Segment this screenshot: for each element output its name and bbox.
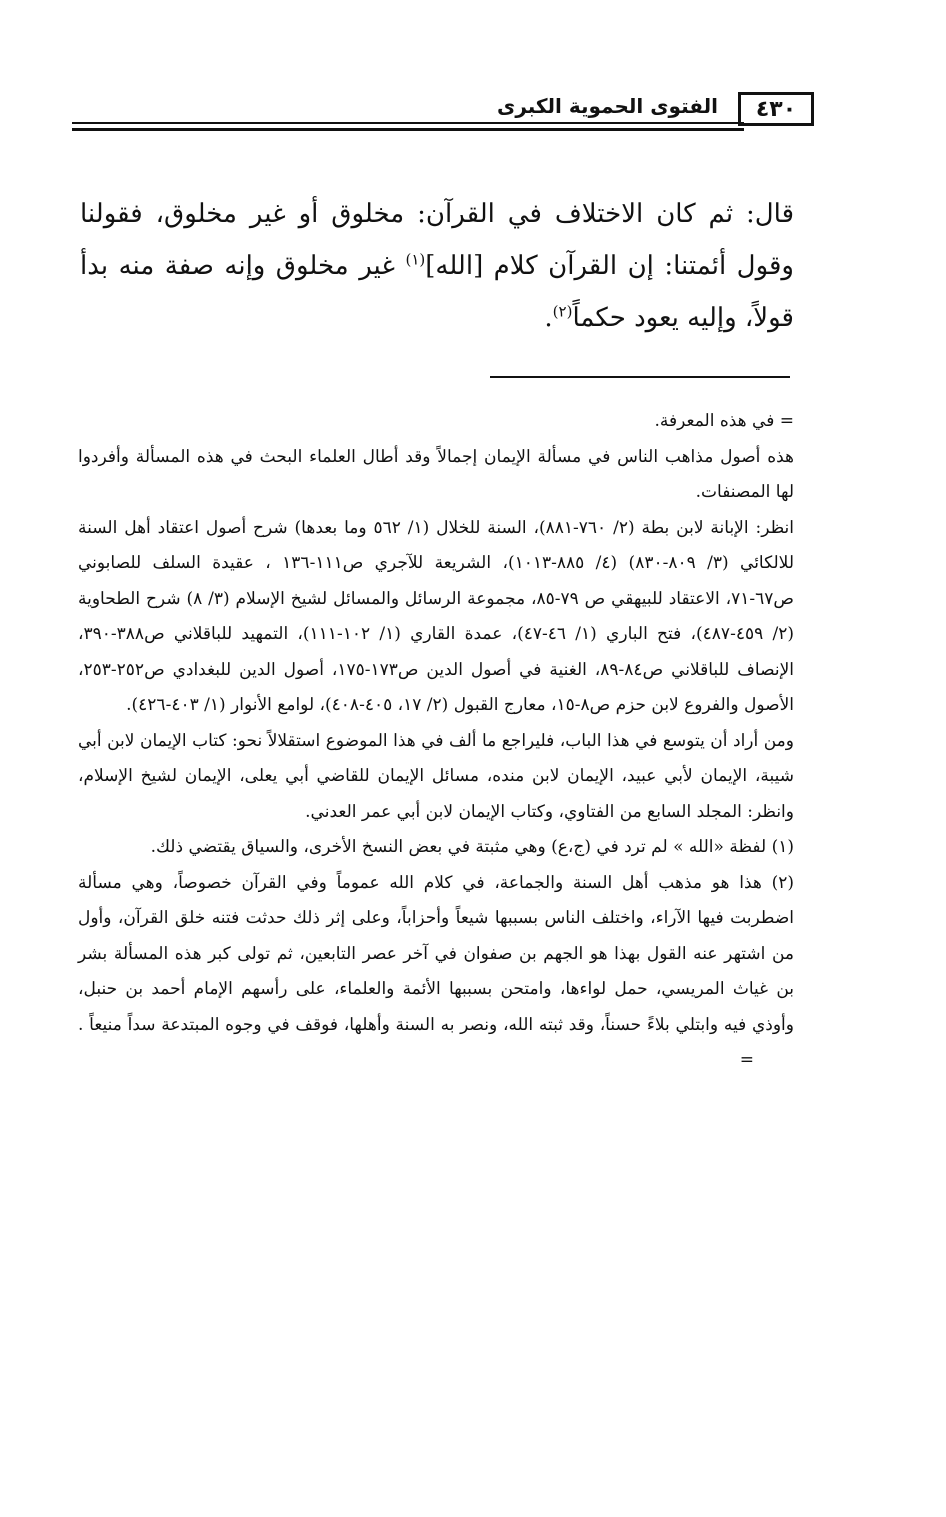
header-rule-thick: [72, 128, 744, 131]
note-paragraph-1: هذه أصول مذاهب الناس في مسألة الإيمان إجمالاً وقد أطال العلماء البحث في هذه المسألة وأفردوا لها المصنفات.: [78, 446, 794, 502]
page-header: [72, 92, 814, 132]
running-title: الفتوى الحموية الكبرى: [496, 94, 718, 118]
main-text-part-2: غير مخلوق وإنه صفة منه بدأ قولاً، وإليه يعود حكماً: [80, 251, 794, 333]
main-text-part-1: قال: ثم كان الاختلاف في القرآن: مخلوق أو غير مخلوق، فقولنا وقول أئمتنا: إن القرآن كلام [الله]: [80, 199, 794, 281]
footnote-separator: [490, 376, 790, 378]
footnote-2-text: (٢) هذا هو مذهب أهل السنة والجماعة، في كلام الله عموماً وفي القرآن خصوصاً، وهي مسألة اضطربت فيها الآراء، واختلف الناس بسببها شيعاً وأحزاباً، وعلى إثر ذلك حدثت فتنه خلق القرآن، وأول من اشتهر عنه القول بهذا هو الجهم بن صفوان في آخر عصر التابعين، ثم تولى كبر هذه المسألة بشر بن غياث المريسي، حمل لواءها، وامتحن بسببها الأئمة والعلماء، على رأسهم الإمام أحمد بن حنبل، وأوذي فيه وابتلي بلاءً حسناً، وقد ثبته الله، ونصر به السنة وأهلها، فوقف في وجوه المبتدعة سداً منيعاً .: [78, 872, 794, 1035]
main-paragraph: [80, 188, 794, 344]
note-continuation: = في هذه المعرفة.: [654, 411, 794, 431]
footnote-ref-2[interactable]: (٢): [552, 302, 573, 321]
footnote-1: (١) لفظة «الله » لم ترد في (ج،ع) وهي مثبتة في بعض النسخ الأخرى، والسياق يقتضي ذلك.: [150, 837, 794, 857]
note-paragraph-3: ومن أراد أن يتوسع في هذا الباب، فليراجع ما ألف في هذا الموضوع استقلالاً نحو: كتاب الإيمان لابن أبي شيبة، الإيمان لأبي عبيد، الإيمان لابن منده، مسائل الإيمان للقاضي أبي يعلى، الإيمان لشيخ الإسلام، وانظر: المجلد السابع من الفتاوي، وكتاب الإيمان لابن أبي عمر العدني.: [78, 730, 794, 822]
note-paragraph-references: انظر: الإبانة لابن بطة (٢/ ٧٦٠-٨٨١)، السنة للخلال (١/ ٥٦٢ وما بعدها) شرح أصول اعتقاد أهل السنة للالكائي (٣/ ٨٠٩-٨٣٠) (٤/ ٨٨٥-١٠١٣)، الشريعة للآجري ص١١١-١٣٦ ، عقيدة السلف للصابوني ص٦٧-٧١، الاعتقاد للبيهقي ص ٧٩-٨٥، مجموعة الرسائل والمسائل لشيخ الإسلام (٣/ ٨) شرح الطحاوية (٢/ ٤٥٩-٤٨٧)، فتح الباري (١/ ٤٦-٤٧)، عمدة القاري (١/ ١٠٢-١١١)، التمهيد للباقلاني ص٣٨٨-٣٩٠، الإنصاف للباقلاني ص٨٤-٨٩، الغنية في أصول الدين ص١٧٣-١٧٥، أصول الدين للبغدادي ص٢٥٢-٢٥٣، الأصول والفروع لابن حزم ص٨-١٥، معارج القبول (٢/ ١٧، ٤٠٥-٤٠٨)، لوامع الأنوار (١/ ٤٠٣-٤٢٦).: [78, 517, 795, 715]
page-number: ٤٣٠: [738, 92, 814, 126]
continuation-mark: =: [739, 1050, 754, 1070]
main-text-part-3: .: [544, 303, 553, 333]
footnote-2: [78, 866, 794, 1079]
header-rule: [72, 122, 744, 124]
footnotes: [78, 404, 794, 1079]
footnote-ref-1[interactable]: (١): [405, 250, 426, 269]
